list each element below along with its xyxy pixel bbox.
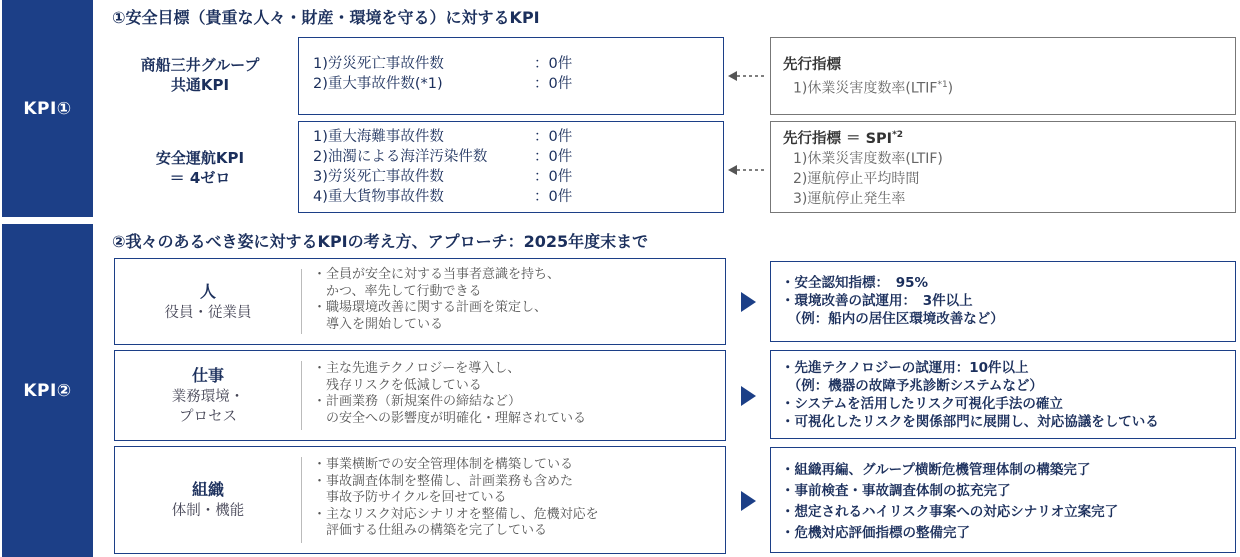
left-dashed-arrow-icon: [728, 164, 766, 176]
approach-subtitle: 業務環境・: [171, 388, 245, 405]
kpi-line: [313, 54, 709, 74]
kpi-value: ：0件: [534, 76, 573, 92]
approach-bullets: [313, 267, 719, 333]
approach-title: 仕事: [191, 365, 224, 385]
approach-title: 組織: [191, 480, 224, 499]
kpi-value: ：0件: [534, 56, 573, 72]
group-kpi-box: [298, 37, 724, 115]
approach-line: ・主な先進テクノロジーを導入し、: [313, 361, 521, 376]
navigation-leading-indicator-box: [770, 121, 1236, 213]
leading-indicator-item: 3)運航停止発生率: [793, 190, 906, 207]
approach-title-cell: [115, 259, 301, 344]
kpi2-heading: ②我々のあるべき姿に対するKPIの考え方、アプローチ：2025年度末まで: [112, 232, 649, 251]
approach-bullets: [313, 361, 719, 427]
target-line: ・可視化したリスクを関係部門に展開し、対応協議をしている: [781, 414, 1159, 430]
target-line: ・組織再編、グループ横断危機管理体制の構築完了: [781, 462, 1091, 478]
target-line: （例：船内の居住区環境改善など）: [781, 311, 1004, 327]
divider: [301, 361, 302, 430]
target-box-organization: [770, 447, 1236, 553]
right-triangle-icon: [741, 386, 756, 406]
target-line: （例：機器の故障予兆診断システムなど）: [781, 378, 1043, 394]
kpi-line: [313, 147, 709, 167]
target-line: ・想定されるハイリスク事案への対応シナリオ立案完了: [781, 504, 1119, 520]
group-kpi-label-line: 商船三井グループ: [140, 56, 260, 74]
approach-title: 人: [199, 281, 216, 301]
approach-line: 導入を開始している: [313, 316, 444, 332]
target-line: ・環境改善の試運用： 3件以上: [781, 293, 973, 309]
approach-box-people: [114, 258, 726, 345]
approach-subtitle: プロセス: [179, 408, 237, 425]
approach-line: 残存リスクを低減している: [313, 377, 482, 393]
divider: [301, 269, 302, 334]
leading-indicator-item: 1)休業災害度数率(LTIF$^{*1}$): [793, 80, 954, 97]
navigation-kpi-label: [110, 148, 290, 188]
target-line: ・安全認知指標： 95%: [781, 275, 929, 291]
navigation-kpi-label-line: 安全運航KPI: [155, 149, 245, 167]
kpi-name: 2)重大事故件数(*1): [313, 76, 443, 92]
target-line: ・システムを活用したリスク可視化手法の確立: [781, 396, 1063, 412]
approach-box-work: [114, 350, 726, 441]
group-leading-indicator-box: [770, 37, 1236, 115]
approach-title-cell: [115, 351, 301, 440]
target-line: ・先進テクノロジーの試運用：10件以上: [781, 360, 1029, 376]
kpi-value: ：0件: [534, 129, 573, 145]
approach-line: ・主なリスク対応シナリオを整備し、危機対応を: [313, 506, 599, 522]
leading-indicator-item: 2)運航停止平均時間: [793, 170, 920, 187]
approach-line: ・職場環境改善に関する計画を策定し、: [313, 300, 548, 315]
target-box-people: [770, 261, 1236, 342]
right-triangle-icon: [741, 491, 756, 511]
kpi-name: 2)油濁による海洋汚染件数: [313, 149, 488, 165]
divider: [301, 457, 302, 543]
kpi-name: 4)重大貨物事故件数: [313, 189, 444, 205]
approach-line: ・事故調査体制を整備し、計画業務も含めた: [313, 473, 574, 489]
kpi1-heading: ①安全目標（貴重な人々・財産・環境を守る）に対するKPI: [112, 8, 540, 27]
approach-line: ・事業横断での安全管理体制を構築している: [313, 457, 574, 472]
kpi-value: ：0件: [534, 149, 573, 165]
right-triangle-icon: [741, 292, 756, 312]
kpi-value: ：0件: [534, 169, 573, 185]
approach-subtitle: 役員・従業員: [164, 304, 252, 321]
left-dashed-arrow-icon: [728, 70, 766, 82]
approach-line: の安全への影響度が明確化・理解されている: [313, 410, 587, 426]
target-line: ・事前検査・事故調査体制の拡充完了: [781, 483, 1011, 499]
group-kpi-label: [110, 55, 290, 95]
kpi-line: [313, 167, 709, 187]
navigation-kpi-label-line: ＝ 4ゼロ: [169, 169, 231, 187]
target-line: ・危機対応評価指標の整備完了: [781, 525, 970, 541]
approach-title-cell: [115, 447, 301, 553]
kpi-line: [313, 74, 709, 94]
approach-bullets: [313, 457, 719, 540]
kpi2-side-label: KPI②: [2, 224, 93, 557]
approach-subtitle: 体制・機能: [171, 503, 245, 519]
kpi-line: [313, 187, 709, 207]
kpi-value: ：0件: [534, 189, 573, 205]
approach-box-organization: [114, 446, 726, 554]
approach-line: ・計画業務（新規案件の締結など）: [313, 394, 522, 409]
target-box-work: [770, 350, 1236, 439]
group-kpi-label-line: 共通KPI: [170, 76, 230, 94]
approach-line: 事故予防サイクルを回せている: [313, 490, 507, 505]
leading-indicator-title: 先行指標: [783, 57, 841, 73]
kpi-name: 1)労災死亡事故件数: [313, 56, 444, 72]
approach-line: ・全員が安全に対する当事者意識を持ち、: [313, 267, 561, 282]
leading-indicator-title: 先行指標 ＝ $SPI^{*2}$: [783, 130, 904, 147]
kpi1-side-label: KPI①: [2, 0, 93, 217]
kpi-name: 1)重大海難事故件数: [313, 129, 444, 145]
kpi-name: 3)労災死亡事故件数: [313, 169, 444, 185]
kpi-line: [313, 127, 709, 147]
navigation-kpi-box: [298, 121, 724, 213]
approach-line: かつ、率先して行動できる: [313, 283, 482, 299]
approach-line: 評価する仕組みの構築を完了している: [313, 523, 548, 538]
leading-indicator-item: 1)休業災害度数率(LTIF): [793, 150, 943, 167]
